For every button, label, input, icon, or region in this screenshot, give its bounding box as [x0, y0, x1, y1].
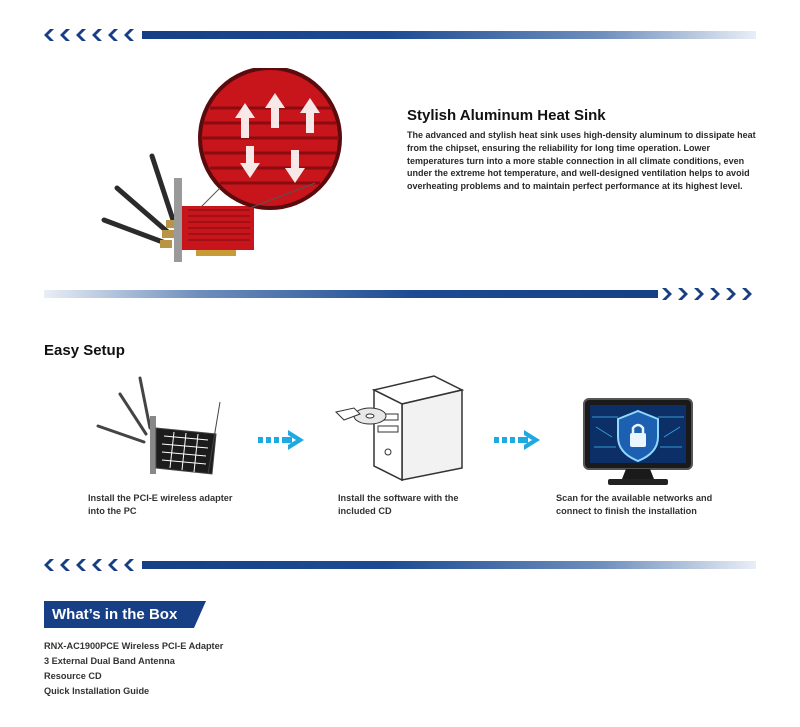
chevron-left-icon [44, 29, 56, 41]
flow-arrow-icon [494, 428, 544, 452]
heatsink-card-illustration [100, 68, 350, 273]
divider-bar [142, 561, 756, 569]
divider-bottom [44, 559, 756, 571]
chevron-right-icon [708, 288, 720, 300]
divider-middle [44, 288, 756, 300]
chevron-left-icon [60, 29, 72, 41]
box-item: Resource CD [44, 671, 102, 681]
chevron-left-icon [108, 559, 120, 571]
box-section-title: What’s in the Box [52, 606, 178, 623]
chevron-left-icon [92, 29, 104, 41]
box-item: 3 External Dual Band Antenna [44, 656, 175, 666]
chevron-right-icon [660, 288, 672, 300]
chevron-left-icon [76, 559, 88, 571]
chevron-right-icon [676, 288, 688, 300]
heatsink-title: Stylish Aluminum Heat Sink [407, 107, 606, 124]
chevron-left-icon [76, 29, 88, 41]
chevron-left-icon [124, 559, 136, 571]
divider-bar [44, 290, 658, 298]
monitor-shield-lock-icon [582, 397, 694, 487]
pcie-adapter-icon [90, 368, 240, 478]
computer-tower-cd-icon [334, 372, 474, 482]
flow-arrow-icon [258, 428, 308, 452]
chevron-left-icon [44, 559, 56, 571]
divider-bar [142, 31, 756, 39]
setup-step-3-text: Scan for the available networks and connect to finish the installation [556, 493, 713, 516]
heatsink-description: The advanced and stylish heat sink uses high-density aluminum to dissipate heat from the chipset, ensuring the reliability for long time operation. Lower temperatures turn into a more stable connection in all climate conditions, even under the extreme hot temperature, and well-designed ventilation helps to avoid overheating problems and to maintain perfect performance at its highest level. [407, 130, 756, 192]
chevron-right-icon [740, 288, 752, 300]
setup-step-1-text: Install the PCI-E wireless adapter into the PC [88, 493, 233, 516]
chevron-left-icon [124, 29, 136, 41]
chevron-left-icon [108, 29, 120, 41]
box-item: RNX-AC1900PCE Wireless PCI-E Adapter [44, 641, 224, 651]
chevron-right-icon [724, 288, 736, 300]
chevron-left-icon [60, 559, 72, 571]
easy-setup-title: Easy Setup [44, 342, 125, 359]
chevron-left-icon [92, 559, 104, 571]
setup-step-2-text: Install the software with the included CD [338, 493, 459, 516]
divider-top [44, 29, 756, 41]
chevron-right-icon [692, 288, 704, 300]
box-item: Quick Installation Guide [44, 686, 150, 696]
